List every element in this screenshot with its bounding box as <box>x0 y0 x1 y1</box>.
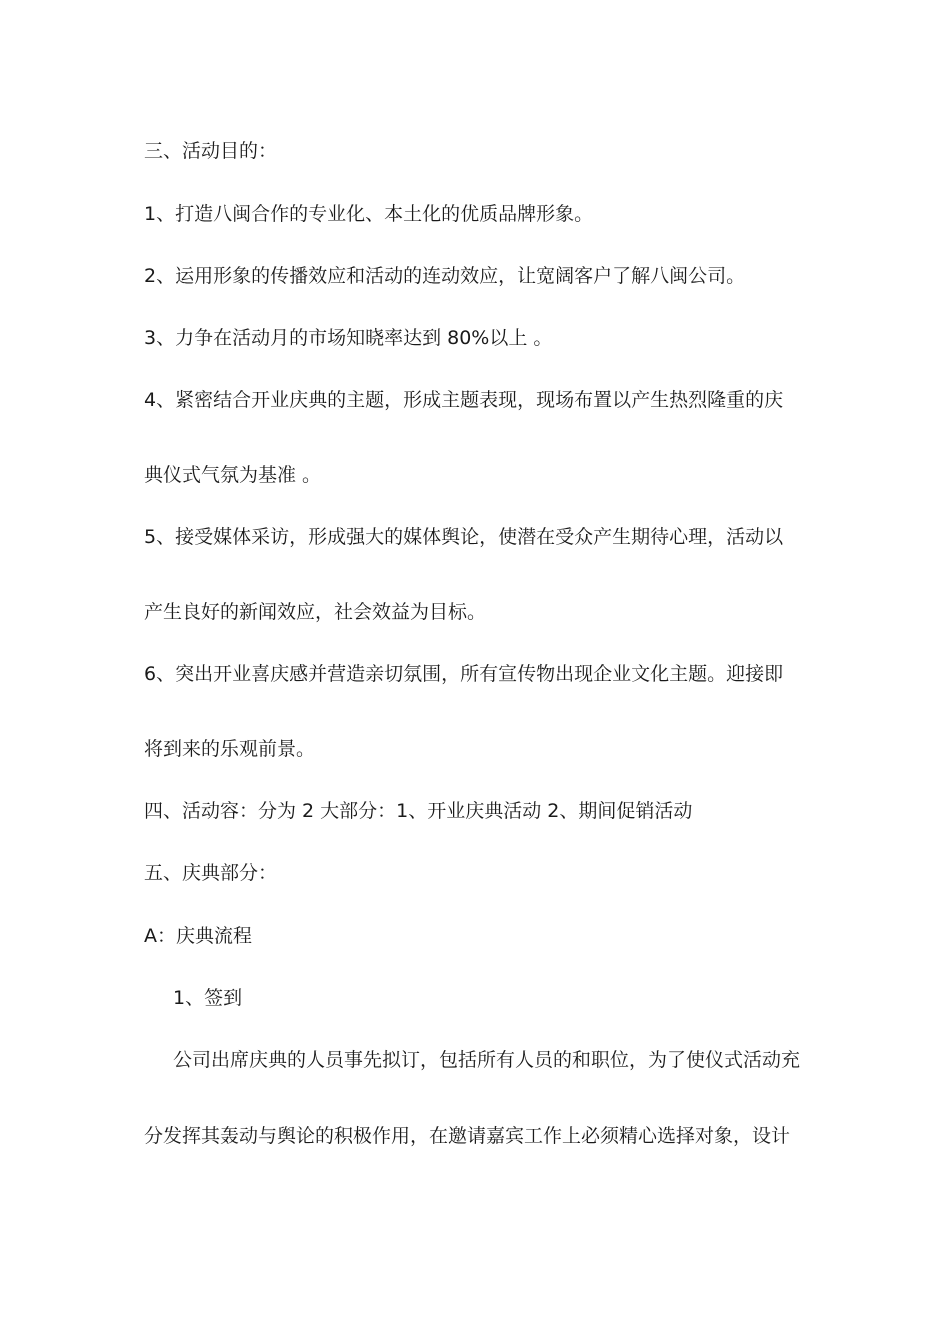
signin-paragraph-continued: 分发挥其轰动与舆论的积极作用，在邀请嘉宾工作上必须精心选择对象，设计 <box>144 1125 791 1147</box>
purpose-item-4-continued: 典仪式气氛为基准 。 <box>144 464 322 486</box>
purpose-item-6: 6、突出开业喜庆感并营造亲切氛围，所有宣传物出现企业文化主题。迎接即 <box>144 663 784 685</box>
purpose-item-2: 2、运用形象的传播效应和活动的连动效应，让宽阔客户了解八闽公司。 <box>144 265 746 287</box>
purpose-item-5: 5、接受媒体采访，形成强大的媒体舆论，使潜在受众产生期待心理，活动以 <box>144 526 784 548</box>
purpose-item-6-continued: 将到来的乐观前景。 <box>144 738 316 760</box>
section-heading-content: 四、活动容：分为 2 大部分：1、开业庆典活动 2、期间促销活动 <box>144 800 693 822</box>
section-heading-purpose: 三、活动目的： <box>144 140 278 162</box>
section-heading-ceremony: 五、庆典部分： <box>144 862 278 884</box>
purpose-item-3: 3、力争在活动月的市场知晓率达到 80%以上 。 <box>144 327 553 349</box>
signin-paragraph: 公司出席庆典的人员事先拟订，包括所有人员的和职位，为了使仪式活动充 <box>173 1049 801 1071</box>
process-step-signin: 1、签到 <box>173 987 243 1009</box>
purpose-item-5-continued: 产生良好的新闻效应，社会效益为目标。 <box>144 601 487 623</box>
purpose-item-4: 4、紧密结合开业庆典的主题，形成主题表现，现场布置以产生热烈隆重的庆 <box>144 389 784 411</box>
subheading-ceremony-process: A：庆典流程 <box>144 925 252 947</box>
purpose-item-1: 1、打造八闽合作的专业化、本土化的优质品牌形象。 <box>144 203 594 225</box>
